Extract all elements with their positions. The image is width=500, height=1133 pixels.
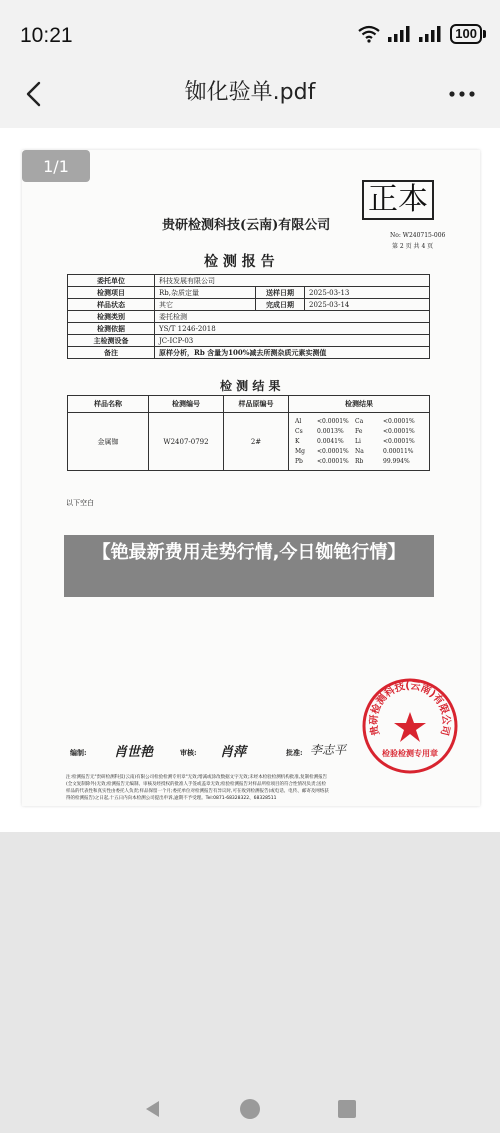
more-dots-icon	[448, 90, 476, 98]
status-bar	[0, 0, 500, 70]
company-name: 贵研检测科技(云南)有限公司	[162, 218, 331, 233]
sample-name: 金属铷	[68, 413, 149, 471]
info-row	[68, 299, 430, 311]
circle-home-icon	[239, 1098, 261, 1120]
pdf-page[interactable]	[22, 150, 480, 806]
element-symbol: Fe	[355, 428, 363, 435]
pdf-viewer[interactable]	[0, 128, 500, 832]
info-table	[67, 274, 430, 359]
seal-bottom-text: 检验检测专用章	[382, 749, 438, 758]
approved-label: 批准:	[286, 748, 303, 757]
wifi-icon	[357, 25, 381, 43]
info-label: 主检测设备	[68, 335, 155, 347]
status-icons	[357, 24, 486, 44]
info-value: 原样分析，Rb 含量为100%减去所测杂质元素实测值	[155, 347, 430, 359]
battery-level: 100	[450, 24, 482, 44]
compiled-label: 编制:	[70, 748, 87, 757]
battery-icon	[450, 24, 486, 44]
info-value: 委托检测	[155, 311, 430, 323]
element-value: <0.0001%	[383, 438, 415, 445]
element-symbol: Pb	[295, 458, 303, 465]
footnote-line: 注:检测报告无"贵研检测科技(云南)有限公司检验检测专用章"无效;增减或涂改数据文字无效;未经本检验检测机构批准,复制检测报告	[66, 775, 328, 780]
original-stamp: 正本	[362, 180, 434, 220]
compiled-signature: 肖世艳	[114, 745, 154, 760]
info-value: 2025-03-14	[305, 299, 430, 311]
element-value: <0.0001%	[317, 458, 349, 465]
signal-icon	[388, 26, 412, 42]
info-row	[68, 323, 430, 335]
info-row	[68, 335, 430, 347]
element-grid	[290, 414, 428, 469]
title-bar	[0, 70, 500, 128]
title-banner: 【铯最新费用走势行情,今日铷铯行情】	[64, 535, 434, 597]
info-row	[68, 275, 430, 287]
element-value: 0.00011%	[383, 448, 414, 455]
page-info: 第 2 页 共 4 页	[392, 243, 434, 250]
table-row	[68, 413, 430, 471]
element-value: 0.0013%	[317, 428, 344, 435]
square-recents-icon	[337, 1099, 357, 1119]
seal-text: 贵研检测科技(云南)有限公司	[368, 680, 452, 737]
approved-signature: 李志平	[310, 743, 347, 757]
results-header: 样品名称	[68, 396, 149, 413]
info-label: 委托单位	[68, 275, 155, 287]
element-value: 0.0041%	[317, 438, 344, 445]
sample-original-id: 2#	[224, 413, 289, 471]
element-symbol: Al	[295, 418, 302, 425]
blank-note: 以下空白	[66, 499, 94, 507]
report-number: No: W240715-006	[390, 232, 446, 239]
element-symbol: Mg	[295, 448, 305, 455]
element-value: <0.0001%	[317, 418, 349, 425]
footnote-line: (全文复制除外)无效;检测报告无编制、审核及经授权的批准人手签或盖章无效;检验检测报告对样品所检项目的符合性情况负责;送检	[66, 782, 327, 787]
signal-icon-2	[419, 26, 443, 42]
info-label: 备注	[68, 347, 155, 359]
info-value: 科技发展有限公司	[155, 275, 430, 287]
element-value: <0.0001%	[383, 428, 415, 435]
info-value: Rb,杂质定量	[155, 287, 256, 299]
element-value: 99.994%	[383, 458, 410, 465]
info-value: 2025-03-13	[305, 287, 430, 299]
reviewed-signature: 肖萍	[220, 745, 247, 760]
info-label: 送样日期	[256, 287, 305, 299]
official-seal-icon	[360, 676, 460, 776]
info-label: 检测类别	[68, 311, 155, 323]
info-value: JC-ICP-03	[155, 335, 430, 347]
results-header: 样品原编号	[224, 396, 289, 413]
results-table	[67, 395, 430, 471]
element-value: <0.0001%	[383, 418, 415, 425]
info-row	[68, 347, 430, 359]
file-title: 铷化验单.pdf	[184, 80, 316, 105]
report-title: 检 测 报 告	[204, 254, 275, 270]
reviewed-label: 审核:	[180, 748, 197, 757]
element-symbol: Cs	[295, 428, 303, 435]
results-title: 检 测 结 果	[220, 379, 281, 393]
nav-home-button[interactable]	[235, 1094, 265, 1124]
footnote-line: 样品的代表性和真实性由委托人负责;样品保留一个月;委托单位对检测报告有异议时,可在收到检测报告(或电话、电传、邮寄及网络获	[66, 789, 329, 794]
status-time: 10:21	[20, 24, 73, 47]
info-row	[68, 287, 430, 299]
info-label: 样品状态	[68, 299, 155, 311]
element-results	[289, 413, 430, 471]
system-nav-bar	[0, 1080, 500, 1133]
nav-back-button[interactable]	[138, 1094, 168, 1124]
info-label: 检测项目	[68, 287, 155, 299]
element-symbol: Rb	[355, 458, 364, 465]
results-header: 检测结果	[289, 396, 430, 413]
page-counter: 1/1	[22, 150, 90, 182]
results-header: 检测编号	[149, 396, 224, 413]
info-label: 检测依据	[68, 323, 155, 335]
footnote-line: 得的检测报告)之日起,十五日内向本检测公司提出申诉,逾期不予受理。Tel:0871-68328322、68328511	[66, 796, 277, 801]
more-button[interactable]	[442, 74, 482, 114]
info-label: 完成日期	[256, 299, 305, 311]
element-symbol: Ca	[355, 418, 364, 425]
element-symbol: Na	[355, 448, 364, 455]
info-value: 其它	[155, 299, 256, 311]
info-value: YS/T 1246-2018	[155, 323, 430, 335]
nav-recents-button[interactable]	[332, 1094, 362, 1124]
element-symbol: Li	[355, 438, 361, 445]
element-value: <0.0001%	[317, 448, 349, 455]
sample-id: W2407-0792	[149, 413, 224, 471]
triangle-back-icon	[143, 1099, 163, 1119]
element-symbol: K	[295, 438, 300, 445]
footnote	[66, 774, 456, 802]
info-row	[68, 311, 430, 323]
